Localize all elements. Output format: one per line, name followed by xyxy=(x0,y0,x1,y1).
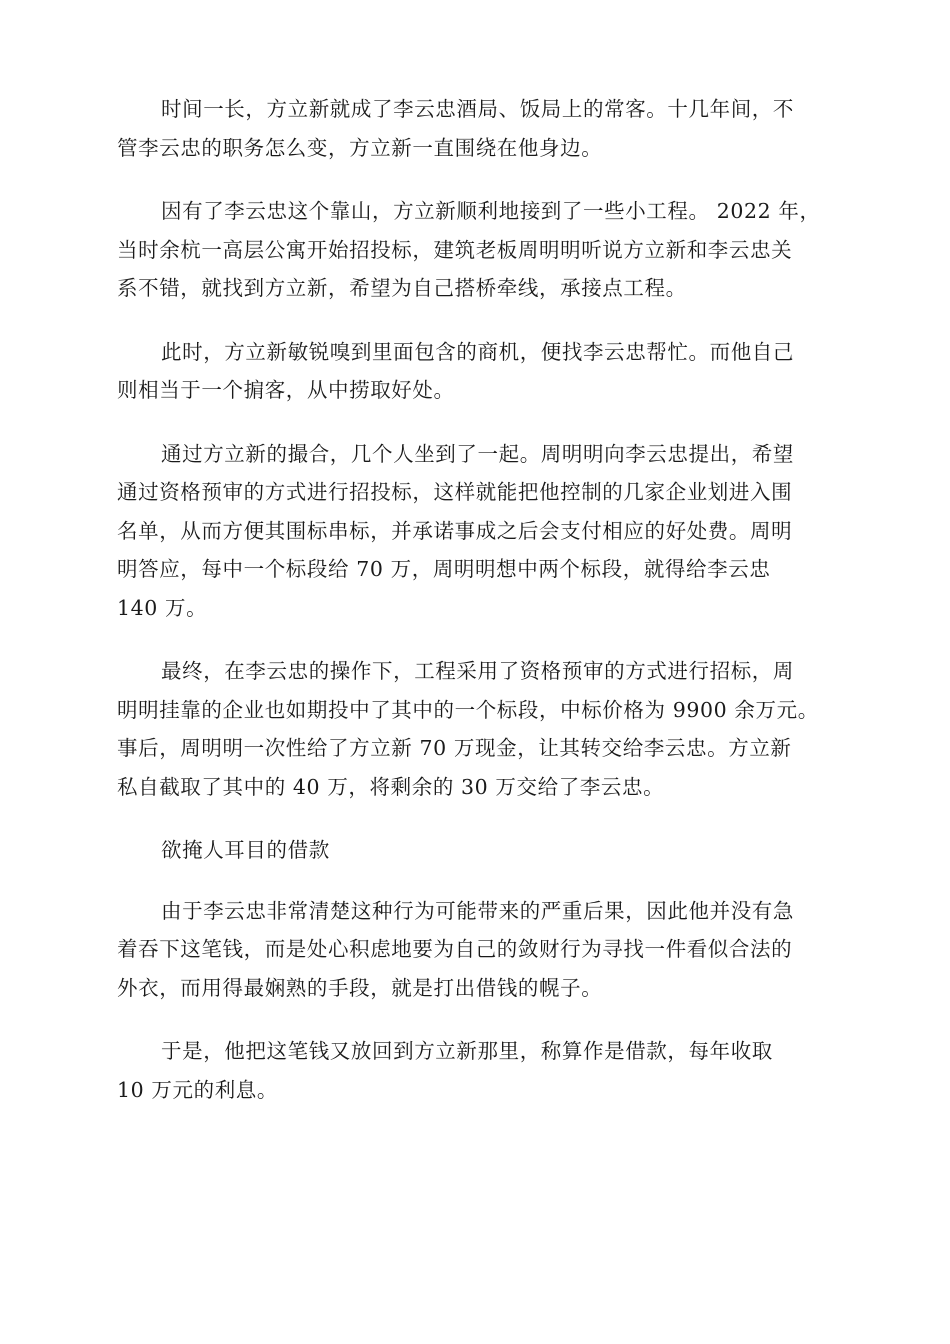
paragraph-3 xyxy=(117,333,840,410)
paragraph-5 xyxy=(117,652,840,806)
paragraph-line: 时间一长，方立新就成了李云忠酒局、饭局上的常客。十几年间，不 xyxy=(161,97,794,121)
paragraph-line: 通过方立新的撮合，几个人坐到了一起。周明明向李云忠提出，希望 xyxy=(161,441,794,466)
section-heading-text: 欲掩人耳目的借款 xyxy=(161,838,330,862)
paragraph-line: 当时余杭一高层公寓开始招投标，建筑老板周明明听说方立新和李云忠关 xyxy=(117,237,793,262)
paragraph-1 xyxy=(117,90,840,167)
paragraph-line: 着吞下这笔钱，而是处心积虑地要为自己的敛财行为寻找一件看似合法的 xyxy=(117,937,793,961)
paragraph-line: 此时，方立新敏锐嗅到里面包含的商机，便找李云忠帮忙。而他自己 xyxy=(161,339,794,364)
section-heading xyxy=(117,831,840,870)
paragraph-line: 由于李云忠非常清楚这种行为可能带来的严重后果，因此他并没有急 xyxy=(161,898,794,923)
paragraph-6 xyxy=(117,892,840,1008)
paragraph-line: 名单，从而方便其围标串标，并承诺事成之后会支付相应的好处费。周明 xyxy=(117,518,793,543)
paragraph-line: 因有了李云忠这个靠山，方立新顺利地接到了一些小工程。 2022 年， xyxy=(161,199,821,223)
paragraph-line: 最终，在李云忠的操作下，工程采用了资格预审的方式进行招标，周 xyxy=(161,659,794,683)
paragraph-line: 则相当于一个掮客，从中捞取好处。 xyxy=(117,378,455,402)
paragraph-line: 事后，周明明一次性给了方立新 70 万现金，让其转交给李云忠。方立新 xyxy=(117,736,792,760)
paragraph-line: 管李云忠的职务怎么变，方立新一直围绕在他身边。 xyxy=(117,135,603,160)
paragraph-line: 系不错，就找到方立新，希望为自己搭桥牵线，承接点工程。 xyxy=(117,276,687,300)
paragraph-line: 明答应，每中一个标段给 70 万，周明明想中两个标段，就得给李云忠 xyxy=(117,557,771,581)
paragraph-line: 明明挂靠的企业也如期投中了其中的一个标段，中标价格为 9900 余万元。 xyxy=(117,697,819,722)
paragraph-line: 10 万元的利息。 xyxy=(117,1077,279,1102)
paragraph-line: 外衣，而用得最娴熟的手段，就是打出借钱的幌子。 xyxy=(117,975,603,1000)
paragraph-line: 于是，他把这笔钱又放回到方立新那里，称算作是借款，每年收取 xyxy=(161,1039,773,1063)
paragraph-2 xyxy=(117,192,840,308)
paragraph-line: 通过资格预审的方式进行招投标，这样就能把他控制的几家企业划进入围 xyxy=(117,480,793,504)
paragraph-7 xyxy=(117,1032,840,1109)
paragraph-line: 私自截取了其中的 40 万，将剩余的 30 万交给了李云忠。 xyxy=(117,774,665,799)
paragraph-4 xyxy=(117,435,840,628)
paragraph-line: 140 万。 xyxy=(117,595,208,620)
